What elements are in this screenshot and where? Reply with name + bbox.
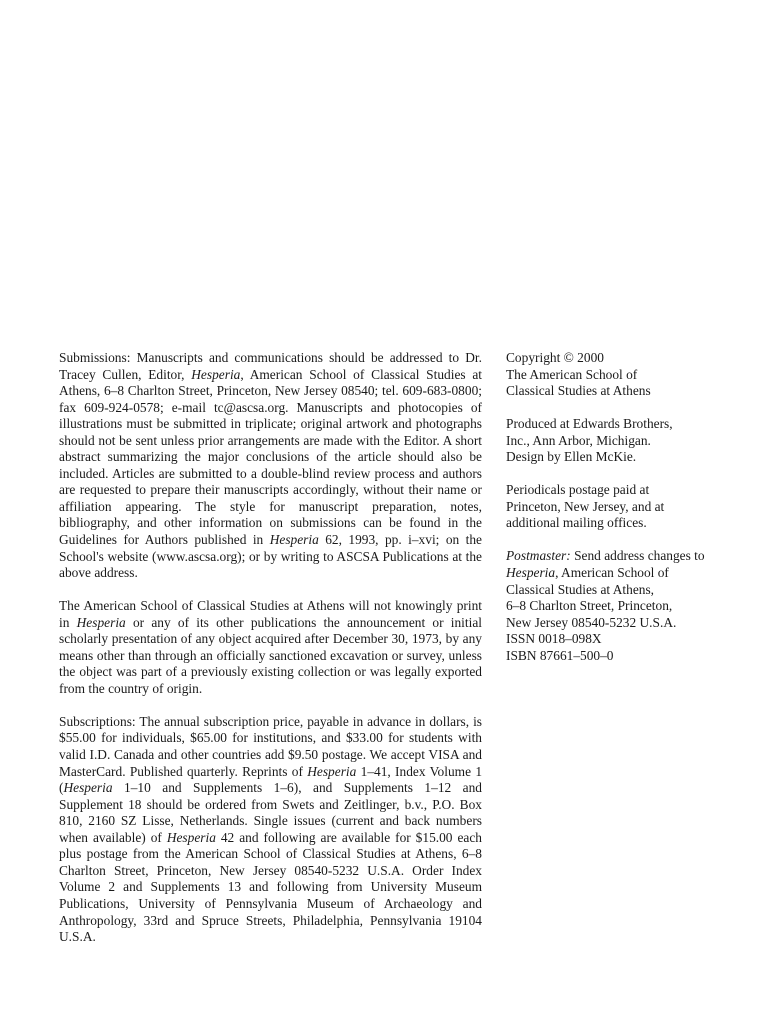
production-block — [506, 416, 721, 466]
copyright-line: Copyright © 2000 — [506, 350, 604, 365]
submissions-text: 62, 1993, pp. i–xvi; on the School's website (www.ascsa.org); or by writing to ASCSA Publications at the above address. — [59, 532, 482, 581]
journal-title: Hesperia — [506, 564, 556, 580]
submissions-text: , American School of Classical Studies at Athens, 6–8 Charlton Street, Princeton, New Jersey 08540; tel. 609-683-0800; fax 609-924-0578; e-mail tc@ascsa.org. Manuscripts and photocopies of illustrations must be submitted in triplicate; original artwork and photographs should not be sent unless prior arrangements are made with the Editor. A short abstract summarizing the major conclusions of the article should also be included. Articles are submitted to a double-blind review process and authors are requested to prepare their manuscripts accordingly, without their name or affiliation appearing. The style for manuscript preparation, notes, bibliography, and other information on submissions can be found in the Guidelines for Authors published in — [59, 366, 483, 548]
postmaster-line: 6–8 Charlton Street, Princeton, — [506, 598, 673, 614]
main-text-column — [59, 350, 482, 946]
copyright-line: Classical Studies at Athens — [506, 383, 651, 399]
production-line: Inc., Ann Arbor, Michigan. — [506, 432, 651, 448]
journal-title: Hesperia — [63, 780, 113, 796]
subscriptions-text: Subscriptions: The annual subscription price, payable in advance in dollars, is $55.00 for individuals, $65.00 for institutions, and $33.00 for students with valid I.D. Canada and other countries add $9.50 postage. We accept VISA and MasterCard. Published quarterly. Reprints of — [59, 713, 482, 779]
postage-line: Periodicals postage paid at — [506, 482, 650, 498]
postmaster-line: Classical Studies at Athens, — [506, 581, 655, 597]
copyright-block — [506, 350, 721, 400]
isbn-number: ISBN 87661–500–0 — [506, 647, 614, 663]
postmaster-block — [506, 548, 721, 664]
postmaster-line — [506, 565, 721, 582]
postage-line: Princeton, New Jersey, and at — [506, 498, 665, 514]
postmaster-line: New Jersey 08540-5232 U.S.A. — [506, 614, 677, 630]
postmaster-line — [506, 548, 721, 565]
postage-block — [506, 482, 721, 532]
production-line: Design by Ellen McKie. — [506, 449, 637, 465]
submissions-text: Submissions: Manuscripts and communications should be addressed to Dr. Tracey Cullen, Editor, — [59, 350, 482, 382]
policy-text: or any of its other publications the announcement or initial scholarly presentation of any object acquired after December 30, 1973, by any means other than through an officially sanctioned excavation or survey, unless the object was part of a previously existing collection or was legally exported from the country of origin. — [59, 614, 483, 696]
journal-title: Hesperia — [269, 532, 319, 548]
journal-title: Hesperia — [166, 829, 216, 845]
postage-line: additional mailing offices. — [506, 515, 647, 531]
subscriptions-paragraph — [59, 714, 482, 946]
journal-title: Hesperia — [191, 366, 241, 382]
copyright-line: The American School of — [506, 366, 638, 382]
production-line: Produced at Edwards Brothers, — [506, 416, 673, 432]
policy-text: The American School of Classical Studies at Athens will not knowingly print in — [59, 598, 482, 630]
subscriptions-text: 1–41, Index Volume 1 ( — [59, 763, 483, 796]
postmaster-text: , American School of — [555, 564, 669, 580]
submissions-paragraph — [59, 350, 482, 582]
postmaster-text: Send address changes to — [570, 548, 705, 564]
issn-number: ISSN 0018–098X — [506, 631, 602, 647]
journal-title: Hesperia — [307, 763, 357, 779]
postmaster-label: Postmaster: — [506, 548, 571, 564]
journal-title: Hesperia — [76, 614, 126, 630]
subscriptions-text: 1–10 and Supplements 1–6), and Supplements 1–12 and Supplement 18 should be ordered from Swets and Zeitlinger, b.v., P.O. Box 810, 2160 SZ Lisse, Netherlands. Single issues (current and back numbers when available) of — [59, 780, 482, 845]
colophon-column — [506, 350, 721, 664]
subscriptions-text: 42 and following are available for $15.00 each plus postage from the American School of Classical Studies at Athens, 6–8 Charlton Street, Princeton, New Jersey 08540-5232 U.S.A. Order Index Volume 2 and Supplements 13 and following from University Museum Publications, University of Pennsylvania Museum of Archaeology and Anthropology, 33rd and Spruce Streets, Philadelphia, Pennsylvania 19104 U.S.A. — [59, 829, 482, 945]
acquisition-policy-paragraph — [59, 598, 482, 697]
